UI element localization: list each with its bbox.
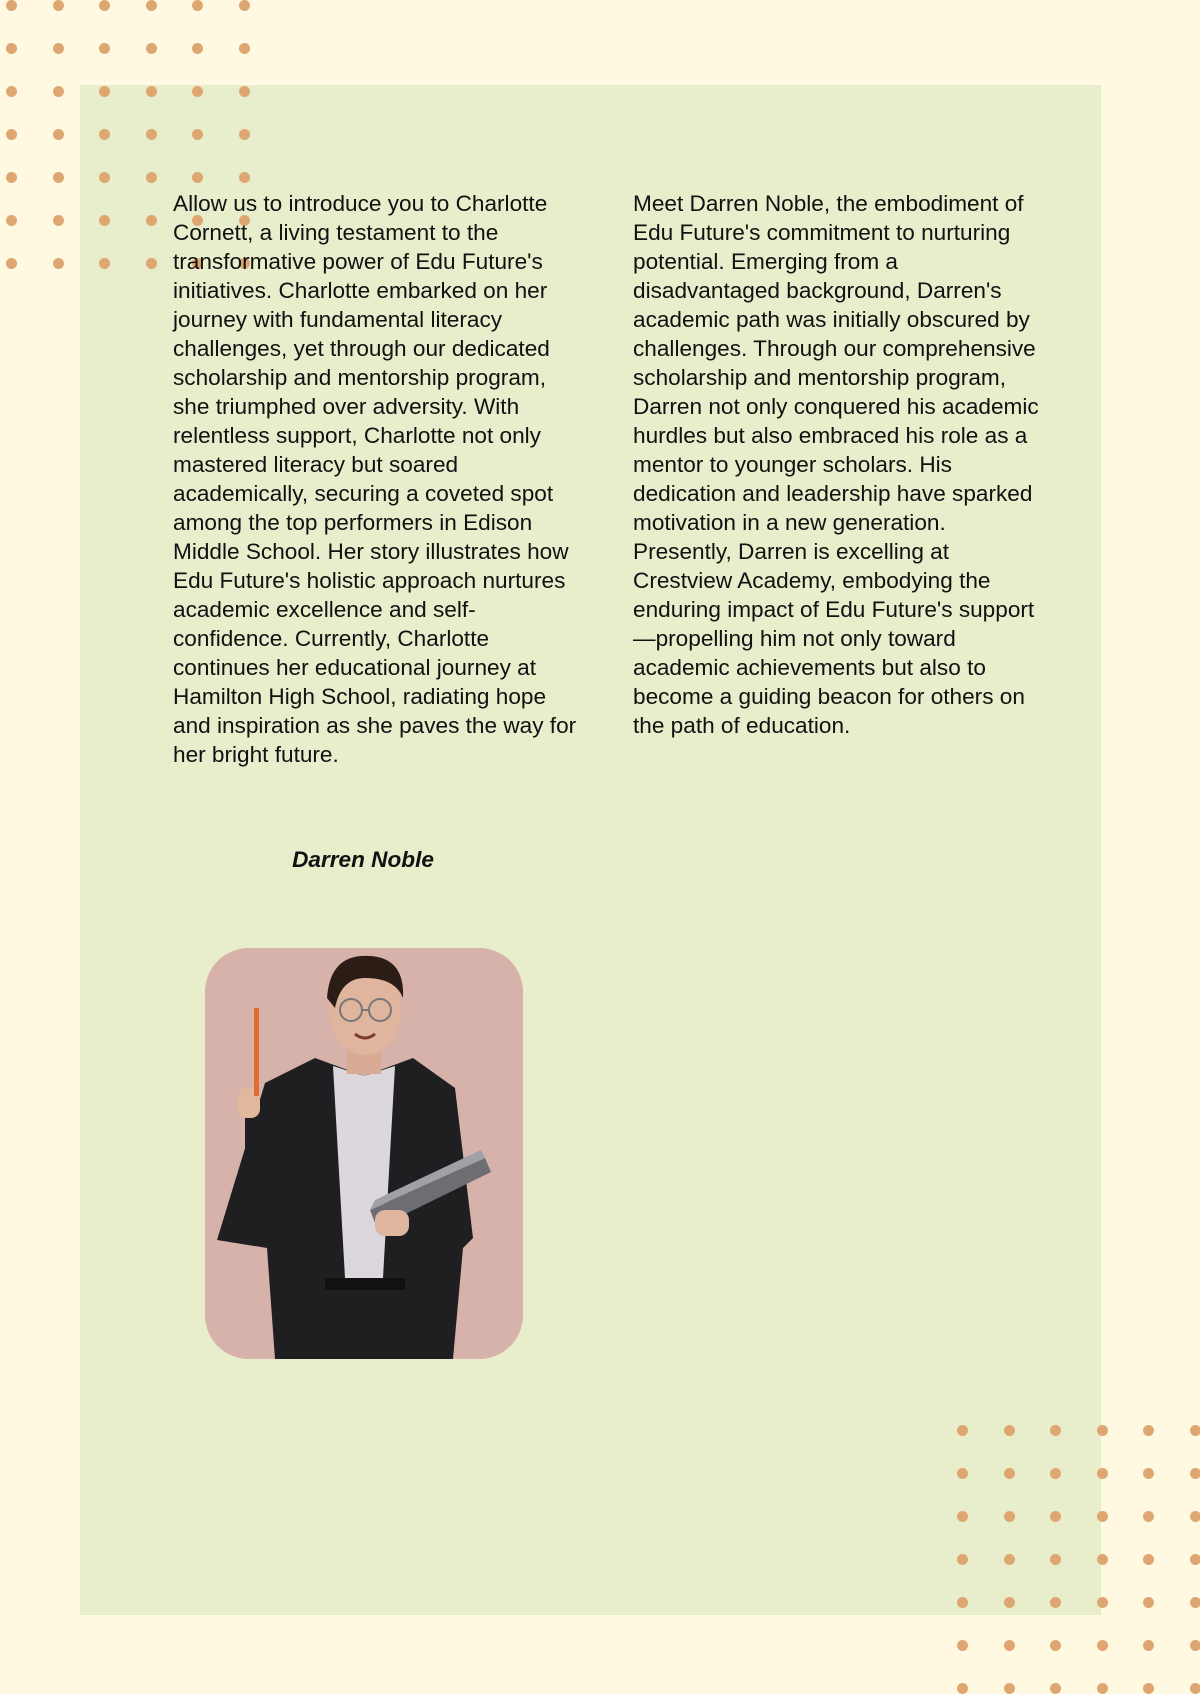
darren-noble-photo	[205, 948, 523, 1359]
decorative-dot	[1004, 1511, 1015, 1522]
decorative-dot	[1143, 1511, 1154, 1522]
decorative-dot	[957, 1425, 968, 1436]
decorative-dot	[1050, 1468, 1061, 1479]
decorative-dot	[6, 43, 17, 54]
decorative-dot	[192, 86, 203, 97]
decorative-dot	[239, 129, 250, 140]
decorative-dot	[192, 129, 203, 140]
story-charlotte-cornett: Allow us to introduce you to Charlotte Cornett, a living testament to the transformative power of Edu Future's initiatives. Charlotte embarked on her journey with fundamental literacy challenges, yet through our dedicated scholarship and mentorship program, she triumphed over adversity. With relentless support, Charlotte not only mastered literacy but soared academically, securing a coveted spot among the top performers in Edison Middle School. Her story illustrates how Edu Future's holistic approach nurtures academic excellence and self-confidence. Currently, Charlotte continues her educational journey at Hamilton High School, radiating hope and inspiration as she paves the way for her bright future.	[173, 189, 583, 769]
decorative-dot	[99, 86, 110, 97]
decorative-dot	[239, 43, 250, 54]
decorative-dot	[1190, 1554, 1200, 1565]
decorative-dot	[53, 86, 64, 97]
decorative-dot	[957, 1511, 968, 1522]
decorative-dot	[6, 215, 17, 226]
decorative-dot	[957, 1554, 968, 1565]
decorative-dot	[99, 258, 110, 269]
decorative-dot	[1143, 1640, 1154, 1651]
decorative-dot	[1143, 1468, 1154, 1479]
decorative-dot	[957, 1683, 968, 1694]
decorative-dot	[53, 258, 64, 269]
decorative-dot	[1004, 1640, 1015, 1651]
decorative-dot	[146, 0, 157, 11]
decorative-dot	[1190, 1640, 1200, 1651]
decorative-dot	[1004, 1554, 1015, 1565]
decorative-dot	[1143, 1554, 1154, 1565]
decorative-dot	[146, 172, 157, 183]
decorative-dot	[1097, 1511, 1108, 1522]
decorative-dot	[1050, 1640, 1061, 1651]
decorative-dot	[99, 215, 110, 226]
decorative-dot	[99, 0, 110, 11]
decorative-dot	[1050, 1597, 1061, 1608]
decorative-dot	[6, 258, 17, 269]
decorative-dot	[1097, 1425, 1108, 1436]
decorative-dot	[239, 86, 250, 97]
decorative-dot	[1004, 1425, 1015, 1436]
decorative-dot	[1004, 1597, 1015, 1608]
decorative-dot	[1050, 1554, 1061, 1565]
decorative-dot	[6, 0, 17, 11]
decorative-dot	[1190, 1597, 1200, 1608]
decorative-dot	[99, 172, 110, 183]
decorative-dot	[192, 172, 203, 183]
decorative-dot	[192, 0, 203, 11]
decorative-dot	[146, 86, 157, 97]
decorative-dot	[239, 172, 250, 183]
decorative-dot	[957, 1597, 968, 1608]
story-darren-noble: Meet Darren Noble, the embodiment of Edu Future's commitment to nurturing potential. Emerging from a disadvantaged background, Darren's academic path was initially obscured by challenges. Through our comprehensive scholarship and mentorship program, Darren not only conquered his academic hurdles but also embraced his role as a mentor to younger scholars. His dedication and leadership have sparked motivation in a new generation. Presently, Darren is excelling at Crestview Academy, embodying the enduring impact of Edu Future's support—propelling him not only toward academic achievements but also to become a guiding beacon for others on the path of education.	[633, 189, 1043, 740]
decorative-dot	[957, 1640, 968, 1651]
decorative-dot	[1004, 1468, 1015, 1479]
decorative-dot	[1004, 1683, 1015, 1694]
decorative-dot	[6, 129, 17, 140]
decorative-dot	[53, 129, 64, 140]
decorative-dot	[99, 43, 110, 54]
decorative-dot	[146, 215, 157, 226]
decorative-dot	[1050, 1511, 1061, 1522]
decorative-dot	[1190, 1468, 1200, 1479]
decorative-dot	[1190, 1511, 1200, 1522]
decorative-dot	[192, 43, 203, 54]
decorative-dot	[146, 129, 157, 140]
decorative-dot	[1143, 1597, 1154, 1608]
decorative-dot	[1143, 1683, 1154, 1694]
decorative-dot	[1050, 1683, 1061, 1694]
photo-caption: Darren Noble	[173, 847, 553, 873]
decorative-dot	[1190, 1425, 1200, 1436]
decorative-dot	[1097, 1683, 1108, 1694]
decorative-dot	[53, 215, 64, 226]
decorative-dot	[53, 43, 64, 54]
decorative-dot	[1097, 1640, 1108, 1651]
decorative-dot	[957, 1468, 968, 1479]
decorative-dot	[53, 172, 64, 183]
decorative-dot	[99, 129, 110, 140]
decorative-dot	[6, 86, 17, 97]
decorative-dot	[1097, 1468, 1108, 1479]
decorative-dot	[1097, 1554, 1108, 1565]
decorative-dot	[146, 43, 157, 54]
decorative-dot	[1190, 1683, 1200, 1694]
decorative-dot	[53, 0, 64, 11]
decorative-dot	[1050, 1425, 1061, 1436]
decorative-dot	[1097, 1597, 1108, 1608]
decorative-dot	[239, 0, 250, 11]
decorative-dot	[6, 172, 17, 183]
decorative-dot	[1143, 1425, 1154, 1436]
decorative-dot	[146, 258, 157, 269]
